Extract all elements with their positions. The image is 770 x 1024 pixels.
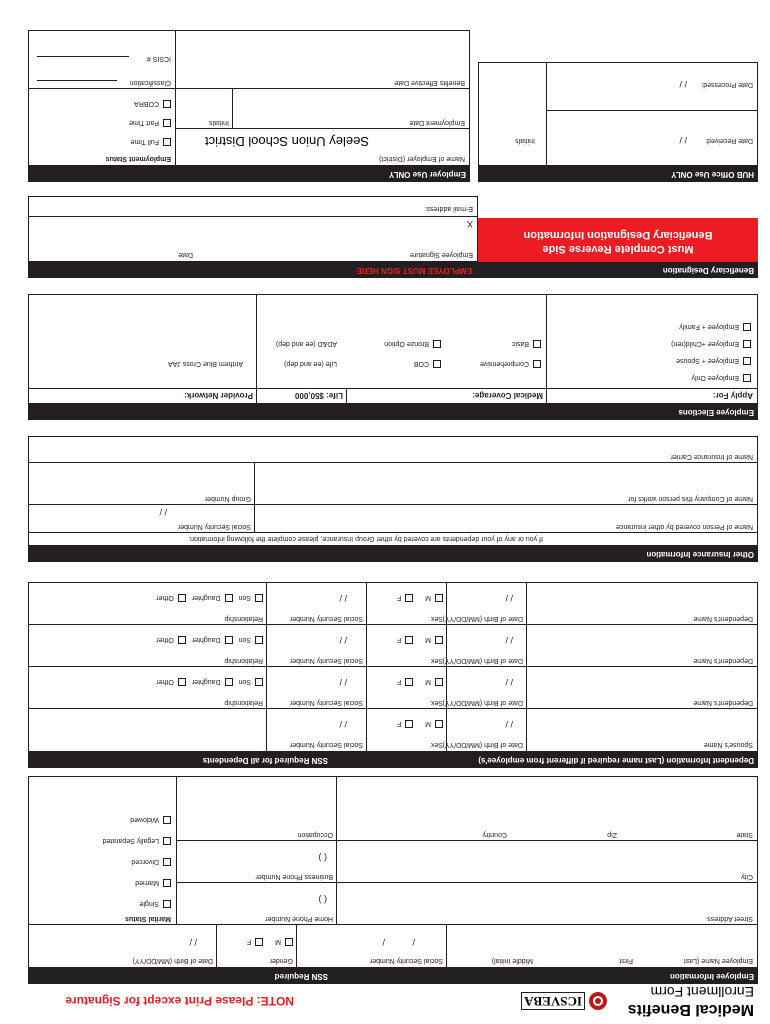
apply-employee-spouse-checkbox[interactable] bbox=[743, 357, 751, 365]
dependent-ssn-field[interactable]: / / bbox=[339, 677, 347, 687]
employee-info-bar bbox=[28, 968, 758, 984]
hub-office-title: HUB Office Use ONLY bbox=[671, 170, 754, 179]
dependent-dob-field[interactable]: / / bbox=[505, 593, 513, 603]
employee-dob-label: Date of Birth (MM/DD/YY) bbox=[132, 957, 213, 964]
other-insurance-instruction: If you or any of your dependents are covered by other Group Insurance, please complete the following information. bbox=[188, 535, 543, 542]
marital-married-label: Married bbox=[135, 879, 159, 886]
apply-employee-children-label: Employee +Child(ren) bbox=[671, 340, 739, 347]
gender-f-checkbox[interactable] bbox=[255, 938, 263, 946]
spouse-sex-m-label: M bbox=[425, 720, 431, 727]
dependent-sex-m-checkbox[interactable] bbox=[435, 636, 443, 644]
country-label: Country bbox=[482, 831, 507, 838]
spouse-sex-label: Sex bbox=[430, 741, 443, 748]
relationship-other-checkbox[interactable] bbox=[178, 594, 186, 602]
dependent-ssn-label: Social Security Number bbox=[289, 657, 363, 664]
other-insurance-title: Other Insurance Information bbox=[646, 550, 754, 559]
relationship-other-checkbox[interactable] bbox=[178, 636, 186, 644]
medical-basic bbox=[512, 338, 541, 349]
group-number-label: Group Number bbox=[204, 495, 251, 502]
status-part-time bbox=[129, 117, 171, 128]
medical-bronze bbox=[384, 338, 441, 349]
dependent-dob-label: Date of Birth (MM/DD/YY) bbox=[442, 699, 523, 706]
apply-employee-only-label: Employee Only bbox=[691, 374, 739, 381]
other-ssn-field[interactable]: / / bbox=[159, 507, 167, 517]
status-part-time-checkbox[interactable] bbox=[163, 119, 171, 127]
state-zip-country-field[interactable] bbox=[341, 779, 755, 829]
dependent-sex-label: Sex bbox=[430, 615, 443, 622]
dependent-info-bar bbox=[28, 752, 758, 768]
sign-here-bar bbox=[28, 262, 478, 278]
dependent-ssn-label: Social Security Number bbox=[289, 699, 363, 706]
life-coverage-label: Life: $50,000 bbox=[294, 391, 343, 400]
dependent-name-field[interactable] bbox=[529, 585, 755, 613]
reverse-side-line1: Must Complete Reverse Side bbox=[542, 243, 694, 255]
hub-initials-label: Initials bbox=[515, 137, 535, 144]
dependent-sex-m-label: M bbox=[425, 594, 431, 601]
employer-use-section bbox=[28, 30, 470, 166]
dependent-ssn-required: SSN Required for all Dependents bbox=[202, 756, 328, 765]
medical-cob-label: COB bbox=[413, 360, 429, 367]
apply-for-label: Apply For: bbox=[713, 391, 753, 400]
spouse-sex-f-label: F bbox=[396, 720, 402, 727]
marital-option-single bbox=[31, 898, 171, 909]
first-name-label: First bbox=[619, 957, 633, 964]
dependent-dob-label: Date of Birth (MM/DD/YY) bbox=[442, 615, 523, 622]
gender-f-label: F bbox=[246, 938, 252, 945]
dependent-sex-f-label: F bbox=[396, 636, 402, 643]
dependent-sex-options bbox=[397, 676, 443, 687]
zip-label: Zip bbox=[607, 831, 617, 838]
city-field[interactable] bbox=[341, 843, 755, 871]
dependent-dob-field[interactable]: / / bbox=[505, 677, 513, 687]
apply-employee-family-checkbox[interactable] bbox=[743, 323, 751, 331]
date-received-label: Date Received: bbox=[705, 137, 753, 144]
classification-field[interactable] bbox=[37, 80, 117, 81]
relationship-other-label: Other bbox=[156, 594, 174, 601]
hub-office-section bbox=[478, 62, 758, 166]
dependent-sex-f-label: F bbox=[396, 594, 402, 601]
dependent-sex-m-label: M bbox=[425, 636, 431, 643]
apply-employee-spouse bbox=[671, 355, 751, 366]
dependent-sex-options bbox=[397, 634, 443, 645]
apply-employee-spouse-label: Employee + Spouse bbox=[676, 357, 739, 364]
spouse-sex-options bbox=[397, 718, 443, 729]
form-title bbox=[614, 984, 754, 1018]
marital-status-options bbox=[31, 814, 171, 909]
email-field[interactable] bbox=[35, 199, 425, 215]
employee-ssn-label: Social Security Number bbox=[369, 957, 443, 964]
benefits-effective-label: Benefits Effective Date bbox=[394, 79, 465, 86]
medical-comprehensive bbox=[480, 358, 541, 369]
medical-cob bbox=[414, 358, 441, 369]
other-insurance-bar bbox=[28, 546, 758, 562]
apply-for-options bbox=[671, 321, 751, 383]
marital-divorced-checkbox[interactable] bbox=[163, 858, 171, 866]
logo-text: ICSVEBA bbox=[521, 992, 585, 1010]
dependent-sex-f-checkbox[interactable] bbox=[405, 594, 413, 602]
business-phone-label: Business Phone Number bbox=[255, 873, 333, 880]
relationship-daughter-checkbox[interactable] bbox=[225, 594, 233, 602]
signature-x-mark: X bbox=[466, 219, 473, 229]
relationship-son-label: Son bbox=[238, 594, 251, 601]
icsis-label: ICSIS # bbox=[146, 55, 171, 62]
employer-use-title: Employer Use ONLY bbox=[388, 170, 466, 179]
dependent-sex-m-checkbox[interactable] bbox=[435, 594, 443, 602]
dependent-sex-options bbox=[397, 592, 443, 603]
employee-name-field[interactable] bbox=[449, 927, 755, 955]
apply-employee-children bbox=[671, 338, 751, 349]
medical-comprehensive-checkbox[interactable] bbox=[533, 360, 541, 368]
medical-bronze-checkbox[interactable] bbox=[433, 340, 441, 348]
reverse-side-line2: Beneficiary Designation Information bbox=[523, 229, 713, 241]
form-title-line2: Enrollment Form bbox=[650, 984, 754, 1000]
relationship-daughter-label: Daughter bbox=[191, 636, 221, 643]
relationship-son-checkbox[interactable] bbox=[255, 594, 263, 602]
dependent-name-label: Dependent's Name bbox=[693, 699, 753, 706]
marital-single-checkbox[interactable] bbox=[163, 900, 171, 908]
state-label: State bbox=[736, 831, 753, 838]
spouse-ssn-field[interactable]: / / bbox=[339, 719, 347, 729]
relationship-other-checkbox[interactable] bbox=[178, 678, 186, 686]
dependent-row bbox=[27, 667, 757, 709]
relationship-son-label: Son bbox=[238, 678, 251, 685]
status-full-time-checkbox[interactable] bbox=[163, 138, 171, 146]
gender-m-label: M bbox=[275, 938, 281, 945]
gender-options bbox=[247, 936, 293, 947]
employee-ssn-required: SSN Required bbox=[274, 972, 328, 981]
marital-single-label: Single bbox=[139, 900, 159, 907]
apply-employee-only bbox=[671, 372, 751, 383]
date-processed-label: Date Processed: bbox=[701, 81, 753, 88]
provider-network-value: Anthem Blue Cross JAA bbox=[167, 360, 243, 367]
date-received-field[interactable]: / / bbox=[679, 135, 687, 145]
classification-label: Classification bbox=[129, 79, 171, 86]
insured-person-label: Name of Person covered by other insurance bbox=[616, 523, 753, 530]
home-phone-label: Home Phone Number bbox=[265, 915, 333, 922]
signature-section bbox=[28, 196, 478, 262]
medical-comprehensive-label: Comprehensive bbox=[479, 360, 529, 367]
dependent-sex-f-checkbox[interactable] bbox=[405, 678, 413, 686]
marital-separated-checkbox[interactable] bbox=[163, 837, 171, 845]
employer-company-field[interactable] bbox=[257, 465, 755, 493]
spouse-name-label: Spouse's Name bbox=[703, 741, 753, 748]
medical-basic-checkbox[interactable] bbox=[533, 340, 541, 348]
insurance-carrier-field[interactable] bbox=[29, 437, 755, 451]
employee-info-title: Employee Information bbox=[669, 972, 754, 981]
reverse-side-notice bbox=[478, 218, 758, 262]
print-note: NOTE: Please Print except for Signature bbox=[65, 994, 294, 1008]
dependent-sex-f-label: F bbox=[396, 678, 402, 685]
spouse-name-field[interactable] bbox=[529, 711, 755, 739]
marital-option-widowed bbox=[31, 814, 171, 825]
dependent-row bbox=[27, 625, 757, 667]
dependent-dob-label: Date of Birth (MM/DD/YY) bbox=[442, 657, 523, 664]
apply-employee-children-checkbox[interactable] bbox=[743, 340, 751, 348]
dependent-sex-label: Sex bbox=[430, 699, 443, 706]
dependent-ssn-field[interactable]: / / bbox=[339, 593, 347, 603]
marital-option-separated bbox=[31, 835, 171, 846]
status-cobra-checkbox[interactable] bbox=[163, 100, 171, 108]
marital-separated-label: Legally Separated bbox=[102, 837, 159, 844]
dependent-sex-m-checkbox[interactable] bbox=[435, 678, 443, 686]
street-address-label: Street Address bbox=[707, 915, 753, 922]
form-title-line1: Medical Benefits bbox=[627, 1001, 754, 1018]
employer-name-value: Seeley Union School District bbox=[204, 134, 369, 149]
marital-widowed-label: Widowed bbox=[130, 816, 159, 823]
hub-office-bar bbox=[478, 166, 758, 182]
street-address-field[interactable] bbox=[341, 885, 755, 913]
other-ssn-label: Social Security Number bbox=[177, 523, 251, 530]
medical-cob-checkbox[interactable] bbox=[433, 360, 441, 368]
dependent-info-title: Dependent Information (Last name required if different from employee's) bbox=[478, 756, 754, 765]
dependent-relationship-label: Relationship bbox=[224, 657, 263, 664]
dependent-ssn-field[interactable]: / / bbox=[339, 635, 347, 645]
marital-married-checkbox[interactable] bbox=[163, 879, 171, 887]
status-cobra-label: COBRA bbox=[134, 100, 159, 107]
group-number-field[interactable] bbox=[29, 465, 253, 493]
sign-here-text: EMPLOYEE MUST SIGN HERE bbox=[356, 266, 472, 275]
dependent-ssn-label: Social Security Number bbox=[289, 615, 363, 622]
company-logo bbox=[518, 990, 608, 1012]
relationship-daughter-checkbox[interactable] bbox=[225, 636, 233, 644]
dependent-sex-label: Sex bbox=[430, 657, 443, 664]
beneficiary-title: Beneficiary Designation bbox=[662, 266, 754, 275]
dependent-relationship-options bbox=[156, 676, 263, 687]
dependent-row bbox=[27, 583, 757, 625]
elections-title: Employee Elections bbox=[678, 408, 754, 417]
dependent-sex-f-checkbox[interactable] bbox=[405, 636, 413, 644]
icsis-field[interactable] bbox=[37, 56, 129, 57]
employer-name-label: Name of Employer (District) bbox=[379, 155, 465, 162]
date-processed-field[interactable]: / / bbox=[679, 79, 687, 89]
home-phone-field[interactable]: ( ) bbox=[318, 895, 327, 905]
elections-section bbox=[28, 294, 758, 404]
dependent-name-field[interactable] bbox=[529, 627, 755, 655]
spouse-dob-field[interactable]: / / bbox=[505, 719, 513, 729]
medical-coverage-label: Medical Coverage: bbox=[472, 391, 543, 400]
spouse-row bbox=[27, 709, 757, 751]
insured-person-field[interactable] bbox=[255, 507, 755, 521]
employment-status-label: Employment Status bbox=[105, 155, 171, 162]
middle-initial-label: Middle Initial) bbox=[491, 957, 533, 964]
status-full-time bbox=[129, 136, 171, 147]
provider-network-label: Provider Network: bbox=[184, 391, 253, 400]
relationship-daughter-label: Daughter bbox=[191, 594, 221, 601]
gender-m-checkbox[interactable] bbox=[285, 938, 293, 946]
dependent-relationship-label: Relationship bbox=[224, 615, 263, 622]
relationship-daughter-label: Daughter bbox=[191, 678, 221, 685]
relationship-son-checkbox[interactable] bbox=[255, 678, 263, 686]
relationship-son-checkbox[interactable] bbox=[255, 636, 263, 644]
insurance-carrier-label: Name of Insurance Carrier bbox=[670, 453, 753, 460]
dependent-info-section bbox=[28, 582, 758, 752]
occupation-label: Occupation bbox=[297, 831, 333, 838]
signature-date-field[interactable] bbox=[35, 221, 195, 249]
life-option-add: AD&D (ee and dep) bbox=[275, 340, 337, 347]
employer-use-bar bbox=[28, 166, 470, 182]
marital-option-married bbox=[31, 877, 171, 888]
medical-basic-label: Basic bbox=[511, 340, 529, 347]
apply-employee-only-checkbox[interactable] bbox=[743, 374, 751, 382]
city-label: City bbox=[740, 873, 753, 880]
status-full-time-label: Full Time bbox=[130, 138, 159, 145]
elections-bar bbox=[28, 404, 758, 420]
employer-company-label: Name of Company this person works for bbox=[628, 495, 753, 502]
dependent-relationship-options bbox=[156, 592, 263, 603]
email-label: E-mail address: bbox=[424, 205, 473, 212]
employer-initials-label: Initials bbox=[209, 119, 229, 126]
dependent-relationship-options bbox=[156, 634, 263, 645]
dependent-name-label: Dependent's Name bbox=[693, 657, 753, 664]
relationship-daughter-checkbox[interactable] bbox=[225, 678, 233, 686]
employee-dob-field[interactable]: / / bbox=[189, 937, 197, 947]
employee-name-label: Employee Name (Last bbox=[683, 957, 753, 964]
medical-bronze-label: Bronze Option bbox=[384, 340, 429, 347]
dependent-sex-m-label: M bbox=[425, 678, 431, 685]
employment-status-options bbox=[129, 98, 171, 147]
spouse-ssn-label: Social Security Number bbox=[289, 741, 363, 748]
signature-label: Employee Signature bbox=[409, 251, 473, 258]
signature-field[interactable] bbox=[197, 221, 475, 249]
gender-label: Gender bbox=[269, 957, 293, 964]
dependent-dob-field[interactable]: / / bbox=[505, 635, 513, 645]
employment-date-label: Employment Date bbox=[409, 119, 465, 126]
dependent-relationship-label: Relationship bbox=[224, 699, 263, 706]
business-phone-field[interactable]: ( ) bbox=[318, 853, 327, 863]
relationship-other-label: Other bbox=[156, 678, 174, 685]
occupation-field[interactable] bbox=[179, 779, 335, 829]
status-part-time-label: Part Time bbox=[129, 119, 159, 126]
apply-employee-family bbox=[671, 321, 751, 332]
dependent-name-label: Dependent's Name bbox=[693, 615, 753, 622]
spouse-sex-f-checkbox[interactable] bbox=[405, 720, 413, 728]
beneficiary-bar bbox=[478, 262, 758, 278]
marital-widowed-checkbox[interactable] bbox=[163, 816, 171, 824]
employee-ssn-field[interactable]: / / bbox=[382, 937, 415, 947]
relationship-son-label: Son bbox=[238, 636, 251, 643]
marital-option-divorced bbox=[31, 856, 171, 867]
life-option-life: Life (ee and dep) bbox=[284, 360, 337, 367]
other-insurance-section bbox=[28, 436, 758, 546]
logo-emblem-icon bbox=[588, 991, 608, 1011]
spouse-sex-m-checkbox[interactable] bbox=[435, 720, 443, 728]
employee-info-section bbox=[28, 776, 758, 968]
status-cobra bbox=[129, 98, 171, 109]
signature-date-label: Date bbox=[178, 251, 193, 258]
marital-divorced-label: Divorced bbox=[131, 858, 159, 865]
dependent-name-field[interactable] bbox=[529, 669, 755, 697]
apply-employee-family-label: Employee + Family bbox=[679, 323, 739, 330]
marital-status-label: Marital Status bbox=[125, 915, 171, 922]
relationship-other-label: Other bbox=[156, 636, 174, 643]
spouse-dob-label: Date of Birth (MM/DD/YY) bbox=[442, 741, 523, 748]
